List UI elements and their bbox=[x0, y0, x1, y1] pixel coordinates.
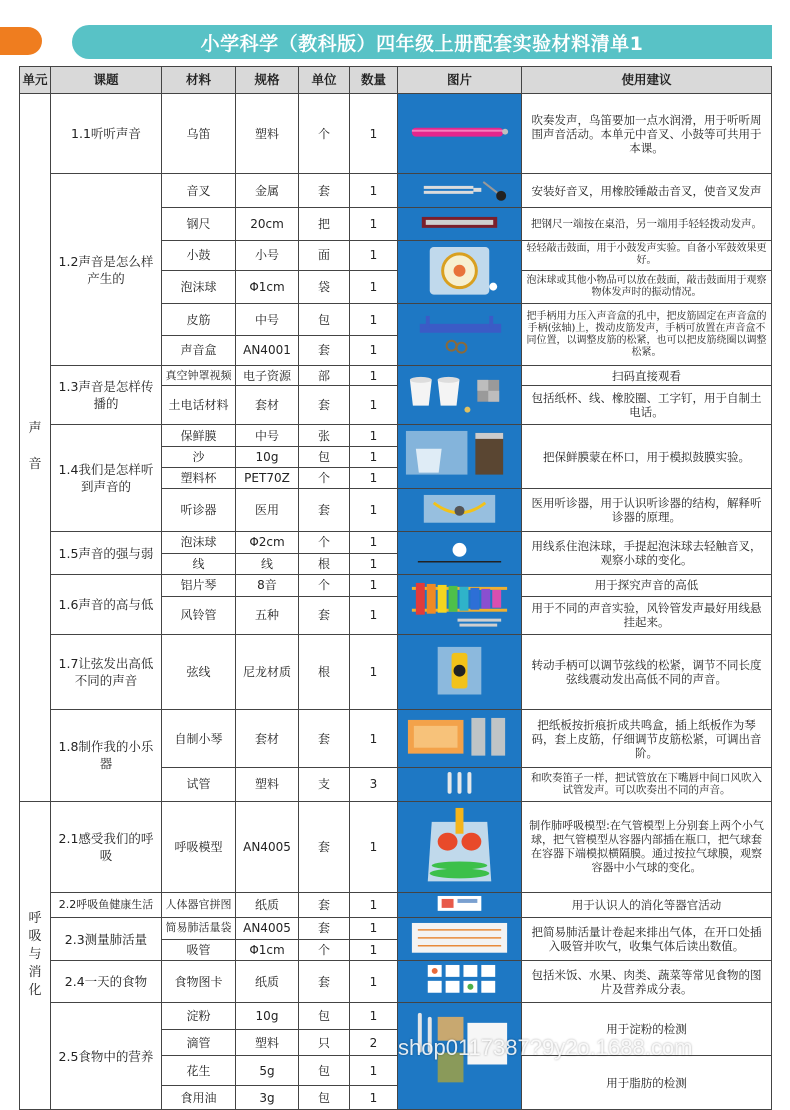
lesson-1-5: 1.5声音的强与弱 bbox=[51, 531, 162, 575]
foam-ball-icon bbox=[398, 532, 521, 572]
usage-text: 泡沫球或其他小物品可以放在鼓面，敲击鼓面用于观察物体发声时的振动情况。 bbox=[522, 270, 772, 304]
usage-text: 用于淀粉的检测 bbox=[522, 1003, 772, 1056]
photo-stethoscope bbox=[398, 489, 522, 532]
material-unit: 套 bbox=[299, 386, 350, 425]
photo-string bbox=[398, 634, 522, 709]
header-measure: 单位 bbox=[299, 67, 350, 94]
shop-watermark: shop0117387?9y2o.1688.com bbox=[398, 1035, 693, 1060]
material-spec: 塑料 bbox=[236, 94, 299, 174]
material-name: 钢尺 bbox=[162, 208, 236, 241]
usage-text: 包括米饭、水果、肉类、蔬菜等常见食物的图片及营养成分表。 bbox=[522, 961, 772, 1003]
material-qty: 1 bbox=[350, 304, 398, 335]
lesson-2-2: 2.2呼吸鱼健康生活 bbox=[51, 892, 162, 917]
material-unit: 袋 bbox=[299, 270, 350, 304]
material-qty: 1 bbox=[350, 710, 398, 768]
material-spec: 套材 bbox=[236, 386, 299, 425]
material-spec: 金属 bbox=[236, 174, 299, 208]
material-name: 线 bbox=[162, 553, 236, 575]
material-unit: 套 bbox=[299, 710, 350, 768]
lung-capacity-bag-icon bbox=[398, 918, 521, 958]
material-qty: 1 bbox=[350, 917, 398, 939]
material-qty: 1 bbox=[350, 208, 398, 241]
lesson-1-6: 1.6声音的高与低 bbox=[51, 575, 162, 635]
table-row bbox=[20, 425, 772, 446]
food-cards-icon bbox=[398, 961, 521, 999]
material-name: 淀粉 bbox=[162, 1003, 236, 1030]
material-qty: 1 bbox=[350, 489, 398, 532]
lesson-2-5: 2.5食物中的营养 bbox=[51, 1003, 162, 1110]
material-name: 保鲜膜 bbox=[162, 425, 236, 446]
material-name: 声音盒 bbox=[162, 335, 236, 365]
material-spec: 塑料 bbox=[236, 1030, 299, 1056]
material-spec: 医用 bbox=[236, 489, 299, 532]
materials-table bbox=[19, 66, 772, 1110]
material-name: 人体器官拼图 bbox=[162, 892, 236, 917]
material-spec: 纸质 bbox=[236, 961, 299, 1003]
material-qty: 1 bbox=[350, 1003, 398, 1030]
material-unit: 个 bbox=[299, 467, 350, 488]
lesson-1-1: 1.1听听声音 bbox=[51, 94, 162, 174]
table-row bbox=[20, 892, 772, 917]
table-row bbox=[20, 917, 772, 939]
usage-text: 把简易肺活量计卷起来排出气体，在开口处插入吸管并吹气，收集气体后读出数值。 bbox=[522, 917, 772, 961]
material-unit: 个 bbox=[299, 531, 350, 553]
material-spec: Φ1cm bbox=[236, 939, 299, 961]
photo-tuning-fork bbox=[398, 174, 522, 208]
material-name: 小鼓 bbox=[162, 240, 236, 270]
photo-steel-ruler bbox=[398, 208, 522, 241]
material-name: 听诊器 bbox=[162, 489, 236, 532]
stethoscope-icon bbox=[398, 489, 521, 528]
material-name: 简易肺活量袋 bbox=[162, 917, 236, 939]
material-spec: PET70Z bbox=[236, 467, 299, 488]
material-qty: 1 bbox=[350, 365, 398, 385]
material-spec: 套材 bbox=[236, 710, 299, 768]
photo-small-drum bbox=[398, 240, 522, 304]
nylon-string-icon bbox=[398, 635, 521, 706]
material-unit: 个 bbox=[299, 939, 350, 961]
material-qty: 1 bbox=[350, 94, 398, 174]
material-qty: 1 bbox=[350, 1056, 398, 1086]
photo-paper-cups bbox=[398, 365, 522, 425]
table-row bbox=[20, 575, 772, 596]
material-spec: 线 bbox=[236, 553, 299, 575]
photo-nutrition-kit bbox=[398, 1003, 522, 1110]
table-row bbox=[20, 634, 772, 709]
lesson-2-3: 2.3测量肺活量 bbox=[51, 917, 162, 961]
usage-text: 安装好音叉，用橡胶锤敲击音叉，使音叉发声 bbox=[522, 174, 772, 208]
material-qty: 1 bbox=[350, 1086, 398, 1110]
usage-text: 扫码直接观看 bbox=[522, 365, 772, 385]
photo-xylophone bbox=[398, 575, 522, 635]
unit-sound: 声 音 bbox=[20, 94, 51, 802]
material-spec: 中号 bbox=[236, 304, 299, 335]
lesson-1-7: 1.7让弦发出高低不同的声音 bbox=[51, 634, 162, 709]
material-spec: 纸质 bbox=[236, 892, 299, 917]
material-name: 沙 bbox=[162, 446, 236, 467]
material-spec: AN4005 bbox=[236, 917, 299, 939]
photo-lung-capacity-bag bbox=[398, 917, 522, 961]
material-spec: AN4005 bbox=[236, 801, 299, 892]
header-picture: 图片 bbox=[398, 67, 522, 94]
material-name: 滴管 bbox=[162, 1030, 236, 1056]
material-unit: 只 bbox=[299, 1030, 350, 1056]
material-qty: 3 bbox=[350, 767, 398, 801]
material-spec: 尼龙材质 bbox=[236, 634, 299, 709]
material-name: 泡沫球 bbox=[162, 531, 236, 553]
material-name: 弦线 bbox=[162, 634, 236, 709]
material-name: 泡沫球 bbox=[162, 270, 236, 304]
material-unit: 把 bbox=[299, 208, 350, 241]
material-unit: 套 bbox=[299, 917, 350, 939]
material-name: 音叉 bbox=[162, 174, 236, 208]
material-spec: 中号 bbox=[236, 425, 299, 446]
lesson-2-1: 2.1感受我们的呼吸 bbox=[51, 801, 162, 892]
material-name: 试管 bbox=[162, 767, 236, 801]
material-unit: 套 bbox=[299, 489, 350, 532]
usage-text: 用于认识人的消化等器官活动 bbox=[522, 892, 772, 917]
lesson-1-2: 1.2声音是怎么样产生的 bbox=[51, 174, 162, 366]
table-row bbox=[20, 961, 772, 1003]
table-row bbox=[20, 801, 772, 892]
header-unit: 单元 bbox=[20, 67, 51, 94]
material-spec: AN4001 bbox=[236, 335, 299, 365]
lesson-1-8: 1.8制作我的小乐器 bbox=[51, 710, 162, 801]
material-unit: 张 bbox=[299, 425, 350, 446]
material-qty: 1 bbox=[350, 553, 398, 575]
table-row bbox=[20, 531, 772, 553]
material-qty: 1 bbox=[350, 240, 398, 270]
lesson-1-4: 1.4我们是怎样听到声音的 bbox=[51, 425, 162, 531]
material-qty: 1 bbox=[350, 531, 398, 553]
material-unit: 个 bbox=[299, 94, 350, 174]
material-unit: 包 bbox=[299, 1003, 350, 1030]
header-material: 材料 bbox=[162, 67, 236, 94]
material-unit: 包 bbox=[299, 304, 350, 335]
photo-foam-ball bbox=[398, 531, 522, 575]
photo-test-tubes bbox=[398, 767, 522, 801]
usage-text: 用于不同的声音实验，风铃管发声最好用线悬挂起来。 bbox=[522, 596, 772, 634]
material-spec: 小号 bbox=[236, 240, 299, 270]
material-qty: 1 bbox=[350, 634, 398, 709]
lesson-2-4: 2.4一天的食物 bbox=[51, 961, 162, 1003]
nutrition-kit-icon bbox=[398, 1003, 521, 1106]
usage-text: 转动手柄可以调节弦线的松紧，调节不同长度弦线震动发出高低不同的声音。 bbox=[522, 634, 772, 709]
organ-puzzle-icon bbox=[398, 893, 521, 914]
material-qty: 2 bbox=[350, 1030, 398, 1056]
material-unit: 套 bbox=[299, 335, 350, 365]
xylophone-icon bbox=[398, 575, 521, 631]
material-name: 乌笛 bbox=[162, 94, 236, 174]
material-name: 风铃管 bbox=[162, 596, 236, 634]
material-qty: 1 bbox=[350, 335, 398, 365]
material-qty: 1 bbox=[350, 386, 398, 425]
table-row bbox=[20, 710, 772, 768]
material-unit: 包 bbox=[299, 1056, 350, 1086]
material-qty: 1 bbox=[350, 892, 398, 917]
paper-cup-telephone-icon bbox=[398, 366, 521, 422]
photo-film-sand-cup bbox=[398, 425, 522, 489]
material-spec: Φ1cm bbox=[236, 270, 299, 304]
usage-text: 用于脂肪的检测 bbox=[522, 1056, 772, 1110]
sound-box-icon bbox=[398, 304, 521, 362]
material-unit: 支 bbox=[299, 767, 350, 801]
usage-text: 把手柄用力压入声音盒的孔中，把皮筋固定在声音盒的手柄(弦轴)上，拨动皮筋发声，手柄可放置在声音盒不同位置，以调整皮筋的松紧，也可以把皮筋绕圈以调整松紧。 bbox=[522, 304, 772, 366]
usage-text: 吹奏发声，鸟笛要加一点水润滑，用于听听周围声音活动。本单元中音叉、小鼓等可共用于本课。 bbox=[522, 94, 772, 174]
material-qty: 1 bbox=[350, 575, 398, 596]
material-unit: 部 bbox=[299, 365, 350, 385]
material-spec: 20cm bbox=[236, 208, 299, 241]
material-name: 土电话材料 bbox=[162, 386, 236, 425]
header-quantity: 数量 bbox=[350, 67, 398, 94]
material-spec: 塑料 bbox=[236, 767, 299, 801]
steel-ruler-icon bbox=[398, 208, 521, 237]
material-qty: 1 bbox=[350, 467, 398, 488]
material-unit: 根 bbox=[299, 553, 350, 575]
material-spec: 10g bbox=[236, 1003, 299, 1030]
header-row bbox=[20, 67, 772, 94]
material-unit: 套 bbox=[299, 961, 350, 1003]
usage-text: 用线系住泡沫球，手提起泡沫球去轻触音叉，观察小球的变化。 bbox=[522, 531, 772, 575]
table-row bbox=[20, 365, 772, 385]
table-row bbox=[20, 1003, 772, 1030]
photo-diy-zither bbox=[398, 710, 522, 768]
photo-bird-whistle bbox=[398, 94, 522, 174]
material-spec: 5g bbox=[236, 1056, 299, 1086]
small-drum-icon bbox=[398, 241, 521, 301]
material-qty: 1 bbox=[350, 446, 398, 467]
material-unit: 包 bbox=[299, 1086, 350, 1110]
material-spec: 8音 bbox=[236, 575, 299, 596]
usage-text: 用于探究声音的高低 bbox=[522, 575, 772, 596]
tuning-fork-icon bbox=[398, 174, 521, 204]
test-tube-icon bbox=[398, 768, 521, 798]
material-spec: Φ2cm bbox=[236, 531, 299, 553]
material-unit: 套 bbox=[299, 596, 350, 634]
usage-text: 和吹奏笛子一样，把试管放在下嘴唇中间口风吹入试管发声。可以吹奏出不同的声音。 bbox=[522, 767, 772, 801]
material-unit: 包 bbox=[299, 446, 350, 467]
material-spec: 10g bbox=[236, 446, 299, 467]
header-lesson: 课题 bbox=[51, 67, 162, 94]
material-name: 食物图卡 bbox=[162, 961, 236, 1003]
lesson-1-3: 1.3声音是怎样传播的 bbox=[51, 365, 162, 425]
usage-text: 轻轻敲击鼓面，用于小鼓发声实验。自备小军鼓效果更好。 bbox=[522, 240, 772, 270]
material-qty: 1 bbox=[350, 270, 398, 304]
material-unit: 套 bbox=[299, 801, 350, 892]
material-name: 真空钟罩视频 bbox=[162, 365, 236, 385]
bird-whistle-icon bbox=[398, 94, 521, 170]
material-unit: 套 bbox=[299, 892, 350, 917]
diy-zither-icon bbox=[398, 710, 521, 764]
material-qty: 1 bbox=[350, 425, 398, 446]
photo-sound-box bbox=[398, 304, 522, 366]
material-name: 皮筋 bbox=[162, 304, 236, 335]
unit-breathing-digestion: 呼 吸 与 消 化 bbox=[20, 801, 51, 1110]
material-unit: 根 bbox=[299, 634, 350, 709]
material-name: 呼吸模型 bbox=[162, 801, 236, 892]
material-qty: 1 bbox=[350, 174, 398, 208]
material-name: 花生 bbox=[162, 1056, 236, 1086]
photo-food-cards bbox=[398, 961, 522, 1003]
usage-text: 把纸板按折痕折成共鸣盒，插上纸板作为琴码，套上皮筋，仔细调节皮筋松紧，可调出音阶。 bbox=[522, 710, 772, 768]
film-sand-cup-icon bbox=[398, 425, 521, 485]
usage-text: 把保鲜膜蒙在杯口，用于模拟鼓膜实验。 bbox=[522, 425, 772, 489]
page-title: 小学科学（教科版）四年级上册配套实验材料清单1 bbox=[72, 25, 772, 59]
table-row bbox=[20, 94, 772, 174]
material-name: 食用油 bbox=[162, 1086, 236, 1110]
material-qty: 1 bbox=[350, 939, 398, 961]
usage-text: 制作肺呼吸模型:在气管模型上分别套上两个小气球，把气管模型从容器内部插在瓶口，把气球套在容器下端模拟横隔膜。通过按拉气球膜，观察容器中小气球的变化。 bbox=[522, 801, 772, 892]
material-name: 吸管 bbox=[162, 939, 236, 961]
material-spec: 五种 bbox=[236, 596, 299, 634]
material-unit: 套 bbox=[299, 174, 350, 208]
material-unit: 个 bbox=[299, 575, 350, 596]
photo-organ-puzzle bbox=[398, 892, 522, 917]
material-name: 自制小琴 bbox=[162, 710, 236, 768]
header-usage: 使用建议 bbox=[522, 67, 772, 94]
usage-text: 医用听诊器，用于认识听诊器的结构，解释听诊器的原理。 bbox=[522, 489, 772, 532]
material-name: 铝片琴 bbox=[162, 575, 236, 596]
table-row bbox=[20, 174, 772, 208]
material-qty: 1 bbox=[350, 801, 398, 892]
breathing-model-icon bbox=[398, 802, 521, 889]
material-qty: 1 bbox=[350, 596, 398, 634]
usage-text: 包括纸杯、线、橡胶圈、工字钉，用于自制土电话。 bbox=[522, 386, 772, 425]
material-qty: 1 bbox=[350, 961, 398, 1003]
material-unit: 面 bbox=[299, 240, 350, 270]
header-spec: 规格 bbox=[236, 67, 299, 94]
photo-breathing-model bbox=[398, 801, 522, 892]
material-spec: 3g bbox=[236, 1086, 299, 1110]
orange-tab-decoration bbox=[0, 27, 42, 55]
usage-text: 把钢尺一端按在桌沿，另一端用手轻轻拨动发声。 bbox=[522, 208, 772, 241]
material-name: 塑料杯 bbox=[162, 467, 236, 488]
material-spec: 电子资源 bbox=[236, 365, 299, 385]
